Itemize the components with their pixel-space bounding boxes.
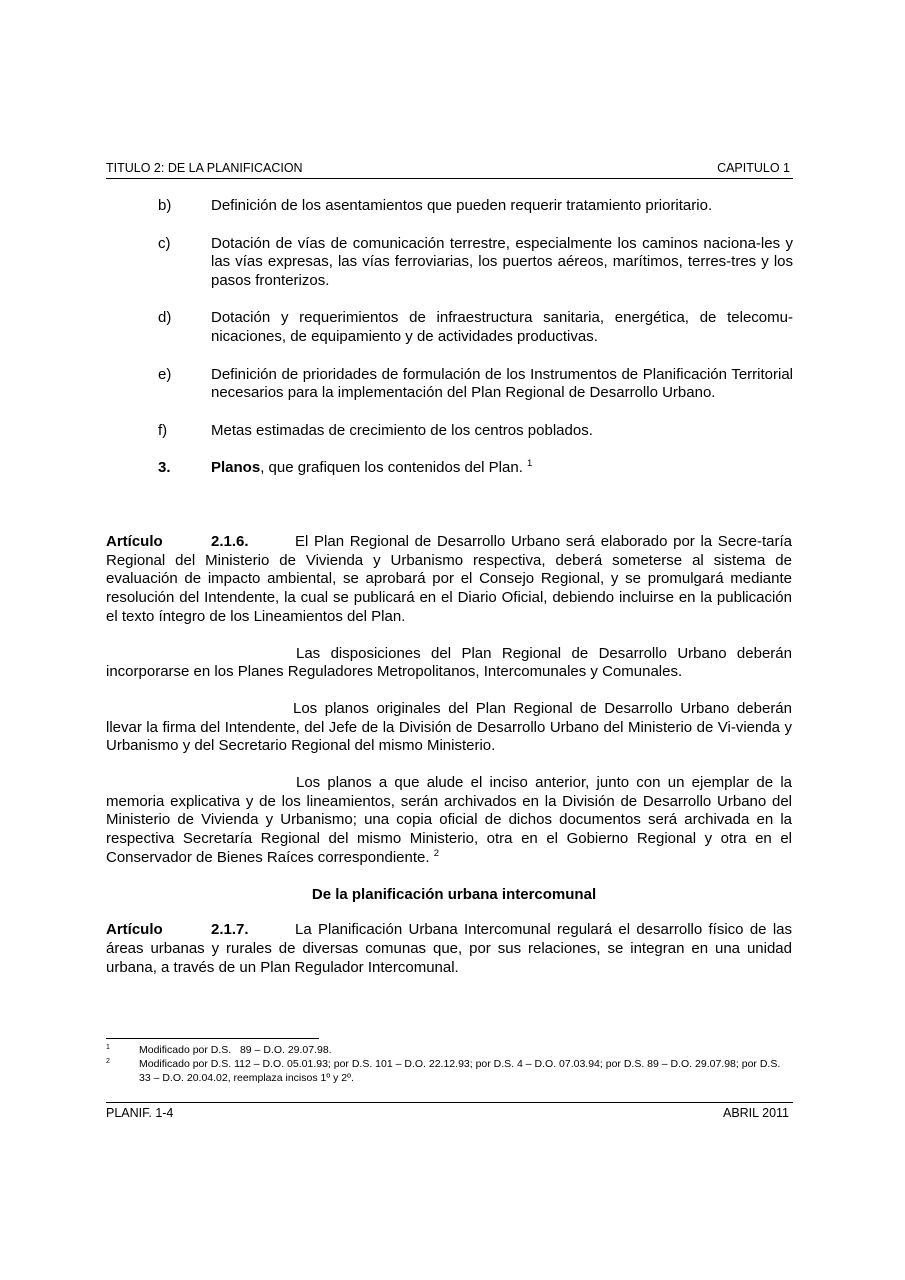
list-item: [106, 235, 793, 291]
footer-page-number: PLANIF. 1-4: [106, 1106, 174, 1120]
list-item-text: Definición de prioridades de formulación de los Instrumentos de Planificación Territorial necesarios para la implementación del Plan Regional de Desarrollo Urbano.: [211, 365, 793, 402]
footnote-divider: [106, 1038, 319, 1039]
article-2-1-7: [106, 921, 792, 977]
footnote-ref-1[interactable]: 1: [527, 458, 533, 470]
footnote-text: Modificado por D.S. 89 – D.O. 29.07.98.: [139, 1044, 332, 1056]
document-body: [106, 533, 792, 995]
footnote: [106, 1044, 786, 1058]
list-item-text: Definición de los asentamientos que pueden requerir tratamiento prioritario.: [211, 197, 713, 214]
paragraph-text: Los planos a que alude el inciso anterior, junto con un ejemplar de la memoria explicativa y de los lineamientos, serán archivados en la División de Desarrollo Urbano del Ministerio de Vivienda y Urbanismo; una copia oficial de dichos documentos será archivada en la respectiva Secretaría Regional del mismo Ministerio, otra en el Gobierno Regional y otra en el Conservador de Bienes Raíces correspondiente.: [106, 774, 792, 866]
header-title: TITULO 2: DE LA PLANIFICACION: [106, 161, 303, 175]
list-item-text: Metas estimadas de crecimiento de los centros poblados.: [211, 421, 593, 439]
section-subtitle: De la planificación urbana intercomunal: [311, 885, 597, 903]
paragraph: [106, 645, 792, 682]
list-item-text: Dotación y requerimientos de infraestructura sanitaria, energética, de telecomu-nicaciones, de equipamiento y de actividades productivas.: [211, 309, 793, 345]
footnotes: [106, 1044, 786, 1085]
list-item: [106, 422, 793, 441]
enumerated-list: [106, 197, 793, 497]
list-marker: f): [158, 421, 168, 439]
paragraph: [106, 774, 792, 868]
list-item: [106, 366, 793, 403]
list-marker: e): [158, 365, 172, 383]
article-number: 2.1.7.: [211, 921, 249, 939]
article-text: El Plan Regional de Desarrollo Urbano será elaborado por la Secre-taría Regional del Ministerio de Vivienda y Urbanismo respectiva, deberá someterse al sistema de evaluación de impacto ambiental, se aprobará por el Consejo Regional, y se promulgará mediante resolución del Intendente, la cual se publicará en el Diario Oficial, debiendo incluirse en la publicación el texto íntegro de los Lineamientos del Plan.: [106, 533, 792, 625]
list-marker: d): [158, 309, 172, 327]
article-text: La Planificación Urbana Intercomunal regulará el desarrollo físico de las áreas urbanas y rurales de diversas comunas que, por sus relaciones, se integran en una unidad urbana, a través de un Plan Regulador Intercomunal.: [106, 921, 792, 976]
paragraph-text: Las disposiciones del Plan Regional de Desarrollo Urbano deberán incorporarse en los Planes Reguladores Metropolitanos, Intercomunales y Comunales.: [106, 644, 792, 681]
page-header: [106, 160, 793, 179]
footnote-text: Modificado por D.S. 112 – D.O. 05.01.93; por D.S. 101 – D.O. 22.12.93; por D.S. 4 – D.O. 07.03.94; por D.S. 89 – D.O. 29.07.98; por D.S. 33 – D.O. 20.04.02, reemplaza incisos 1º y 2º.: [139, 1057, 781, 1084]
article-number: 2.1.6.: [211, 533, 249, 550]
article-2-1-6: [106, 533, 792, 627]
footnote: [106, 1058, 786, 1086]
paragraph-text: Los planos originales del Plan Regional de Desarrollo Urbano deberán llevar la firma del Intendente, del Jefe de la División de Desarrollo Urbano del Ministerio de Vi-vienda y Urbanismo y del Secretario Regional del mismo Ministerio.: [106, 699, 792, 755]
list-item-text: Dotación de vías de comunicación terrestre, especialmente los caminos naciona-les y las vías expresas, las vías ferroviarias, los puertos aéreos, marítimos, terres-tres y los pasos fronterizos.: [211, 234, 793, 289]
list-marker: b): [158, 197, 172, 214]
planos-text: , que grafiquen los contenidos del Plan.: [260, 459, 523, 477]
planos-term: Planos: [211, 459, 261, 477]
list-item: [106, 309, 793, 346]
footnote-mark: 2: [106, 1057, 110, 1065]
list-item-planos: [106, 459, 793, 478]
article-label: Artículo: [106, 921, 163, 939]
footer-date: ABRIL 2011: [722, 1106, 789, 1120]
list-marker: c): [158, 234, 171, 252]
list-item: [106, 197, 793, 216]
article-label: Artículo: [106, 533, 163, 550]
paragraph: [106, 700, 792, 756]
list-marker: 3.: [158, 459, 171, 477]
footnote-ref-2[interactable]: 2: [433, 847, 439, 859]
header-chapter: CAPITULO 1: [717, 161, 790, 175]
page-footer: [106, 1102, 793, 1121]
footnote-mark: 1: [106, 1044, 110, 1051]
list-item-text: [211, 459, 793, 478]
